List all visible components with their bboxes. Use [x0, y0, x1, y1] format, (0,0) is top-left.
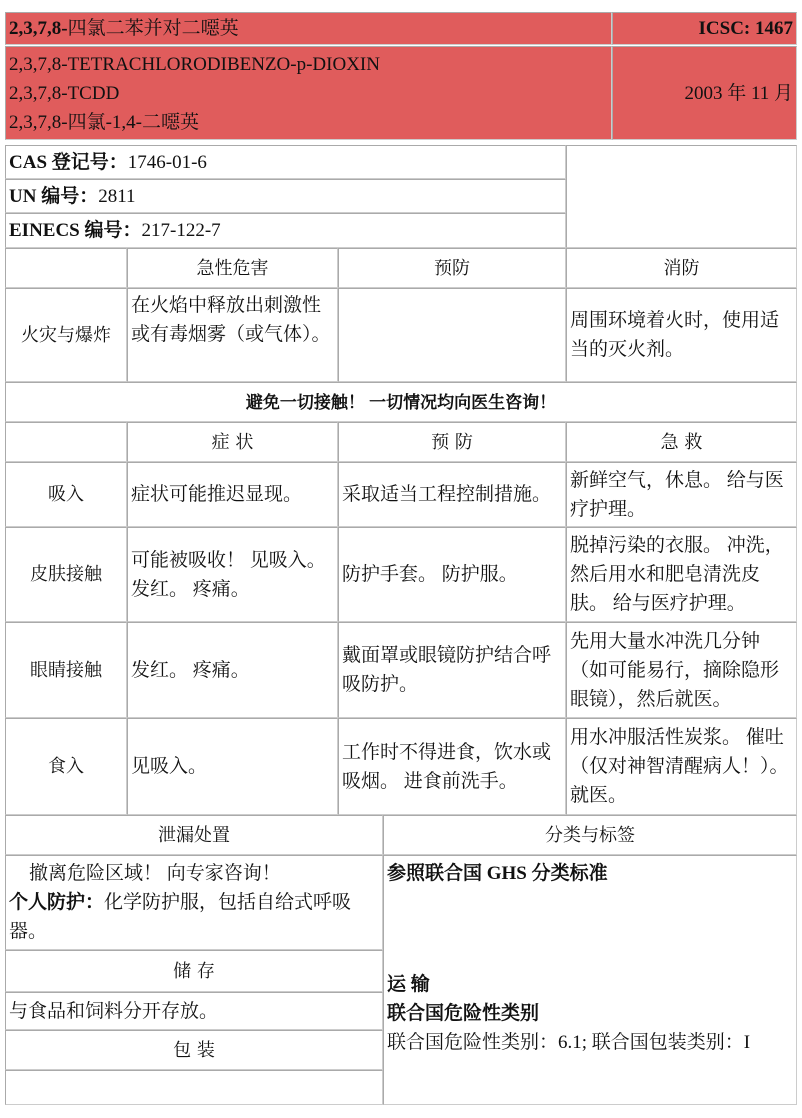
chemical-names	[5, 46, 612, 140]
ghs-reference: 参照联合国 GHS 分类标准	[387, 863, 608, 884]
spill-header: 泄漏处置	[5, 815, 383, 855]
un-label: UN 编号：	[9, 185, 99, 207]
label-text: 眼睛接触	[30, 659, 102, 681]
header-acute-hazard: 急性危害	[127, 248, 338, 288]
un-class-text: 联合国危险性类别：6.1; 联合国包装类别：I	[387, 1032, 751, 1053]
header-firefighting: 消防	[566, 248, 797, 288]
inhalation-symptoms	[127, 462, 338, 527]
header-symptoms: 症 状	[127, 422, 338, 462]
transport-heading: 运 输	[387, 974, 430, 995]
cas-row	[5, 145, 566, 179]
inhalation-prevention	[338, 462, 566, 527]
date-text: 2003 年 11 月	[684, 82, 793, 104]
inhalation-first-aid	[566, 462, 797, 527]
symptoms-text: 症状可能推迟显现。	[131, 484, 303, 505]
header-first-aid: 急 救	[566, 422, 797, 462]
cas-label: CAS 登记号：	[9, 151, 128, 173]
eye-label	[5, 622, 127, 718]
name-english: 2,3,7,8-TETRACHLORODIBENZO-p-DIOXIN	[9, 54, 380, 75]
name-synonym: 2,3,7,8-四氯-1,4-二噁英	[9, 112, 199, 133]
ingestion-prevention	[338, 718, 566, 815]
name-abbrev: 2,3,7,8-TCDD	[9, 83, 120, 104]
firefighting-text: 周围环境着火时，使用适当的灭火剂。	[570, 310, 780, 360]
fire-label: 火灾与爆炸	[5, 288, 127, 382]
storage-header: 储 存	[5, 950, 383, 992]
classification-content	[383, 855, 797, 1105]
skin-label	[5, 527, 127, 622]
eye-symptoms	[127, 622, 338, 718]
prevention-text: 防护手套。 防护服。	[342, 564, 518, 585]
revision-date	[612, 46, 797, 140]
skin-prevention	[338, 527, 566, 622]
first-aid-text: 新鲜空气，休息。 给与医疗护理。	[570, 469, 784, 520]
prevention-text: 工作时不得进食，饮水或吸烟。 进食前洗手。	[342, 741, 552, 792]
prevention-text: 采取适当工程控制措施。	[342, 484, 552, 505]
cas-value: 1746-01-6	[127, 151, 207, 173]
ids-empty-cell	[566, 145, 797, 248]
un-value: 2811	[98, 185, 136, 207]
chemical-title	[5, 12, 612, 45]
first-aid-text: 先用大量水冲洗几分钟（如可能易行，摘除隐形眼镜），然后就医。	[570, 630, 780, 710]
einecs-value: 217-122-7	[141, 220, 221, 241]
einecs-row	[5, 213, 566, 248]
exposure-banner: 避免一切接触！ 一切情况均向医生咨询！	[5, 382, 797, 422]
header-exposure-prevention: 预 防	[338, 422, 566, 462]
skin-symptoms	[127, 527, 338, 622]
first-aid-text: 用水冲服活性炭浆。 催吐（仅对神智清醒病人！）。 就医。	[570, 727, 789, 806]
label-text: 食入	[48, 756, 84, 777]
eye-first-aid	[566, 622, 797, 718]
first-aid-text: 脱掉污染的衣服。 冲洗，然后用水和肥皂清洗皮肤。 给与医疗护理。	[570, 535, 784, 614]
fire-hazard: 在火焰中释放出刺激性或有毒烟雾（或气体）。	[127, 288, 338, 382]
symptoms-text: 可能被吸收！ 见吸入。 发红。 疼痛。	[131, 549, 326, 600]
storage-content	[5, 992, 383, 1030]
spill-ppe	[9, 888, 379, 946]
ingestion-symptoms	[127, 718, 338, 815]
un-class-heading: 联合国危险性类别	[387, 1003, 540, 1024]
prevention-text: 戴面罩或眼镜防护结合呼吸防护。	[342, 645, 552, 695]
icsc-number	[612, 12, 797, 45]
ingestion-first-aid	[566, 718, 797, 815]
packaging-header: 包 装	[5, 1030, 383, 1070]
title-prefix: 2,3,7,8-	[9, 18, 68, 39]
classification-header: 分类与标签	[383, 815, 797, 855]
label-text: 皮肤接触	[30, 564, 102, 585]
un-row	[5, 179, 566, 213]
packaging-content	[5, 1070, 383, 1105]
ppe-text: 化学防护服，包括自给式呼吸器。	[9, 892, 352, 942]
spill-line: 撤离危险区域！ 向专家咨询！	[29, 863, 281, 884]
exposure-corner	[5, 422, 127, 462]
inhalation-label	[5, 462, 127, 527]
skin-first-aid	[566, 527, 797, 622]
storage-text: 与食品和饲料分开存放。	[9, 1000, 219, 1022]
fire-prevention	[338, 288, 566, 382]
hazard-corner	[5, 248, 127, 288]
eye-prevention	[338, 622, 566, 718]
header-prevention: 预防	[338, 248, 566, 288]
fire-firefighting	[566, 288, 797, 382]
symptoms-text: 发红。 疼痛。	[131, 659, 250, 681]
label-text: 吸入	[48, 484, 84, 505]
symptoms-text: 见吸入。	[131, 756, 208, 777]
spill-content	[5, 855, 383, 950]
einecs-label: EINECS 编号：	[9, 220, 142, 241]
ingestion-label	[5, 718, 127, 815]
icsc-label: ICSC: 1467	[698, 18, 793, 39]
ppe-label: 个人防护：	[9, 892, 105, 913]
title-cn: 四氯二苯并对二噁英	[67, 18, 239, 39]
